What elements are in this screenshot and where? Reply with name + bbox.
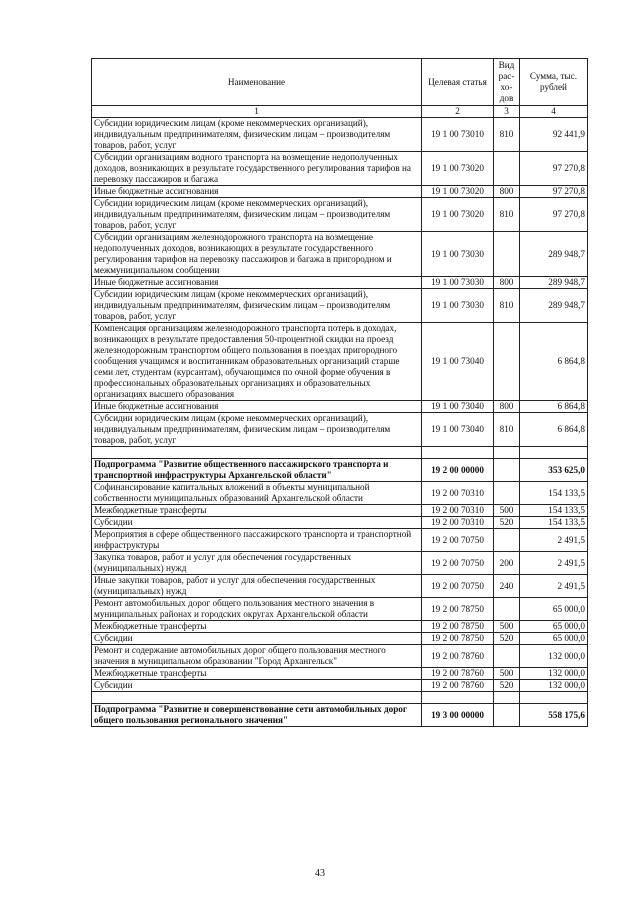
cell-name: Субсидии организациям железнодорожного транспорта на возмещение недополученных доходов, возникающих в результате государственного регулирования тарифов на перевозку пассажиров и багажа в пригородном и межмуниципальном сообщении — [92, 232, 422, 277]
cell-code: 19 2 00 00000 — [422, 459, 494, 482]
cell-vid: 810 — [494, 118, 520, 152]
cell-name: Субсидии юридическим лицам (кроме некоммерческих организаций), индивидуальным предпринимателям, физическим лицам – производителям товаров, работ, услуг — [92, 413, 422, 447]
header-name: Наименование — [92, 59, 422, 106]
cell-sum: 289 948,7 — [520, 232, 588, 277]
cell-code: 19 1 00 73020 — [422, 198, 494, 232]
cell-name: Межбюджетные трансферты — [92, 505, 422, 517]
cell-vid — [494, 152, 520, 186]
empty-cell — [422, 447, 494, 459]
cell-sum: 6 864,8 — [520, 401, 588, 413]
cell-vid — [494, 529, 520, 552]
cell-name: Субсидии — [92, 517, 422, 529]
header-article: Целевая статья — [422, 59, 494, 106]
cell-sum: 65 000,0 — [520, 598, 588, 621]
cell-sum: 289 948,7 — [520, 289, 588, 323]
table-row — [92, 152, 588, 186]
cell-name: Субсидии организациям водного транспорта на возмещение недополученных доходов, возникающих в результате государственного регулирования тарифов на перевозку пассажиров и багажа — [92, 152, 422, 186]
budget-table — [91, 58, 588, 727]
cell-sum: 97 270,8 — [520, 152, 588, 186]
cell-name: Межбюджетные трансферты — [92, 668, 422, 680]
cell-sum: 2 491,5 — [520, 575, 588, 598]
cell-name: Компенсация организациям железнодорожного транспорта потерь в доходах, возникающих в результате предоставления 50-процентной скидки на проезд железнодорожным транспортом общего пользования в поездах пригородного сообщения учащимся и воспитанникам образовательных организаций старше семи лет, студентам (курсантам), обучающимся по очной форме обучения в профессиональных образовательных организациях и образовательных организациях высшего образования — [92, 323, 422, 401]
table-row — [92, 517, 588, 529]
cell-sum: 132 000,0 — [520, 645, 588, 668]
cell-vid: 810 — [494, 413, 520, 447]
cell-sum: 6 864,8 — [520, 323, 588, 401]
cell-code: 19 2 00 78760 — [422, 645, 494, 668]
cell-code: 19 3 00 00000 — [422, 704, 494, 727]
cell-code: 19 2 00 78750 — [422, 598, 494, 621]
table-row — [92, 459, 588, 482]
cell-sum: 154 133,5 — [520, 517, 588, 529]
cell-sum: 2 491,5 — [520, 552, 588, 575]
cell-name: Субсидии — [92, 680, 422, 692]
cell-sum: 132 000,0 — [520, 680, 588, 692]
cell-code: 19 2 00 70750 — [422, 529, 494, 552]
cell-name: Иные бюджетные ассигнования — [92, 401, 422, 413]
empty-cell — [92, 447, 422, 459]
cell-vid — [494, 232, 520, 277]
cell-vid: 500 — [494, 668, 520, 680]
cell-sum: 65 000,0 — [520, 633, 588, 645]
cell-vid: 240 — [494, 575, 520, 598]
cell-vid: 500 — [494, 505, 520, 517]
page-number: 43 — [315, 868, 325, 879]
table-row — [92, 575, 588, 598]
cell-vid: 520 — [494, 633, 520, 645]
cell-name: Субсидии юридическим лицам (кроме некоммерческих организаций), индивидуальным предпринимателям, физическим лицам – производителям товаров, работ, услуг — [92, 289, 422, 323]
empty-cell — [494, 447, 520, 459]
cell-code: 19 2 00 70310 — [422, 517, 494, 529]
cell-vid: 800 — [494, 401, 520, 413]
empty-cell — [520, 447, 588, 459]
table-row — [92, 668, 588, 680]
table-row — [92, 277, 588, 289]
cell-vid: 500 — [494, 621, 520, 633]
empty-cell — [520, 692, 588, 704]
cell-vid — [494, 323, 520, 401]
table-row — [92, 680, 588, 692]
table-row — [92, 198, 588, 232]
cell-sum: 154 133,5 — [520, 505, 588, 517]
cell-vid: 200 — [494, 552, 520, 575]
table-row — [92, 598, 588, 621]
cell-code: 19 1 00 73020 — [422, 186, 494, 198]
table-row — [92, 413, 588, 447]
column-number: 2 — [422, 106, 494, 118]
table-row — [92, 289, 588, 323]
cell-vid: 520 — [494, 517, 520, 529]
table-row — [92, 704, 588, 727]
table-row — [92, 186, 588, 198]
cell-sum: 97 270,8 — [520, 186, 588, 198]
cell-sum: 289 948,7 — [520, 277, 588, 289]
cell-vid: 800 — [494, 277, 520, 289]
cell-name: Ремонт и содержание автомобильных дорог общего пользования местного значения в муниципальном образовании "Город Архангельск" — [92, 645, 422, 668]
cell-sum: 92 441,9 — [520, 118, 588, 152]
cell-name: Иные бюджетные ассигнования — [92, 277, 422, 289]
table-row — [92, 552, 588, 575]
table-row — [92, 505, 588, 517]
cell-name: Иные бюджетные ассигнования — [92, 186, 422, 198]
cell-code: 19 2 00 78760 — [422, 680, 494, 692]
empty-cell — [422, 692, 494, 704]
cell-name: Подпрограмма "Развитие общественного пассажирского транспорта и транспортной инфраструктуры Архангельской области" — [92, 459, 422, 482]
cell-vid — [494, 704, 520, 727]
cell-vid — [494, 598, 520, 621]
cell-vid: 800 — [494, 186, 520, 198]
cell-code: 19 2 00 78760 — [422, 668, 494, 680]
cell-code: 19 1 00 73040 — [422, 401, 494, 413]
cell-vid — [494, 645, 520, 668]
table-row — [92, 621, 588, 633]
cell-code: 19 2 00 70750 — [422, 575, 494, 598]
cell-vid: 810 — [494, 198, 520, 232]
column-number: 4 — [520, 106, 588, 118]
cell-code: 19 1 00 73030 — [422, 289, 494, 323]
cell-vid — [494, 459, 520, 482]
cell-name: Иные закупки товаров, работ и услуг для обеспечения государственных (муниципальных) нужд — [92, 575, 422, 598]
table-row — [92, 118, 588, 152]
cell-name: Софинансирование капитальных вложений в объекты муниципальной собственности муниципальных образований Архангельской области — [92, 482, 422, 505]
cell-code: 19 2 00 70310 — [422, 505, 494, 517]
column-number: 3 — [494, 106, 520, 118]
cell-code: 19 2 00 70310 — [422, 482, 494, 505]
cell-code: 19 2 00 78750 — [422, 633, 494, 645]
cell-code: 19 1 00 73040 — [422, 323, 494, 401]
cell-vid — [494, 482, 520, 505]
cell-code: 19 2 00 78750 — [422, 621, 494, 633]
spacer-row — [92, 447, 588, 459]
cell-name: Субсидии — [92, 633, 422, 645]
cell-sum: 353 625,0 — [520, 459, 588, 482]
cell-name: Закупка товаров, работ и услуг для обеспечения государственных (муниципальных) нужд — [92, 552, 422, 575]
empty-cell — [494, 692, 520, 704]
column-number-row — [92, 106, 588, 118]
table-row — [92, 482, 588, 505]
spacer-row — [92, 692, 588, 704]
cell-code: 19 1 00 73010 — [422, 118, 494, 152]
cell-name: Мероприятия в сфере общественного пассажирского транспорта и транспортной инфраструктуры — [92, 529, 422, 552]
cell-sum: 154 133,5 — [520, 482, 588, 505]
header-vid: Вид рас-хо-дов — [494, 59, 520, 106]
cell-code: 19 1 00 73030 — [422, 232, 494, 277]
cell-name: Субсидии юридическим лицам (кроме некоммерческих организаций), индивидуальным предпринимателям, физическим лицам – производителям товаров, работ, услуг — [92, 118, 422, 152]
cell-name: Подпрограмма "Развитие и совершенствование сети автомобильных дорог общего пользования регионального значения" — [92, 704, 422, 727]
cell-sum: 132 000,0 — [520, 668, 588, 680]
table-row — [92, 323, 588, 401]
table-row — [92, 401, 588, 413]
table-row — [92, 645, 588, 668]
cell-sum: 97 270,8 — [520, 198, 588, 232]
cell-code: 19 1 00 73020 — [422, 152, 494, 186]
table-row — [92, 633, 588, 645]
cell-vid: 810 — [494, 289, 520, 323]
cell-sum: 558 175,6 — [520, 704, 588, 727]
table-row — [92, 529, 588, 552]
cell-code: 19 1 00 73030 — [422, 277, 494, 289]
header-sum: Сумма, тыс. рублей — [520, 59, 588, 106]
cell-sum: 2 491,5 — [520, 529, 588, 552]
cell-sum: 65 000,0 — [520, 621, 588, 633]
cell-name: Ремонт автомобильных дорог общего пользования местного значения в муниципальных районах и городских округах Архангельской области — [92, 598, 422, 621]
column-number: 1 — [92, 106, 422, 118]
cell-name: Межбюджетные трансферты — [92, 621, 422, 633]
cell-name: Субсидии юридическим лицам (кроме некоммерческих организаций), индивидуальным предпринимателям, физическим лицам – производителям товаров, работ, услуг — [92, 198, 422, 232]
table-header-row — [92, 59, 588, 106]
cell-code: 19 2 00 70750 — [422, 552, 494, 575]
cell-sum: 6 864,8 — [520, 413, 588, 447]
table-row — [92, 232, 588, 277]
empty-cell — [92, 692, 422, 704]
cell-code: 19 1 00 73040 — [422, 413, 494, 447]
cell-vid: 520 — [494, 680, 520, 692]
